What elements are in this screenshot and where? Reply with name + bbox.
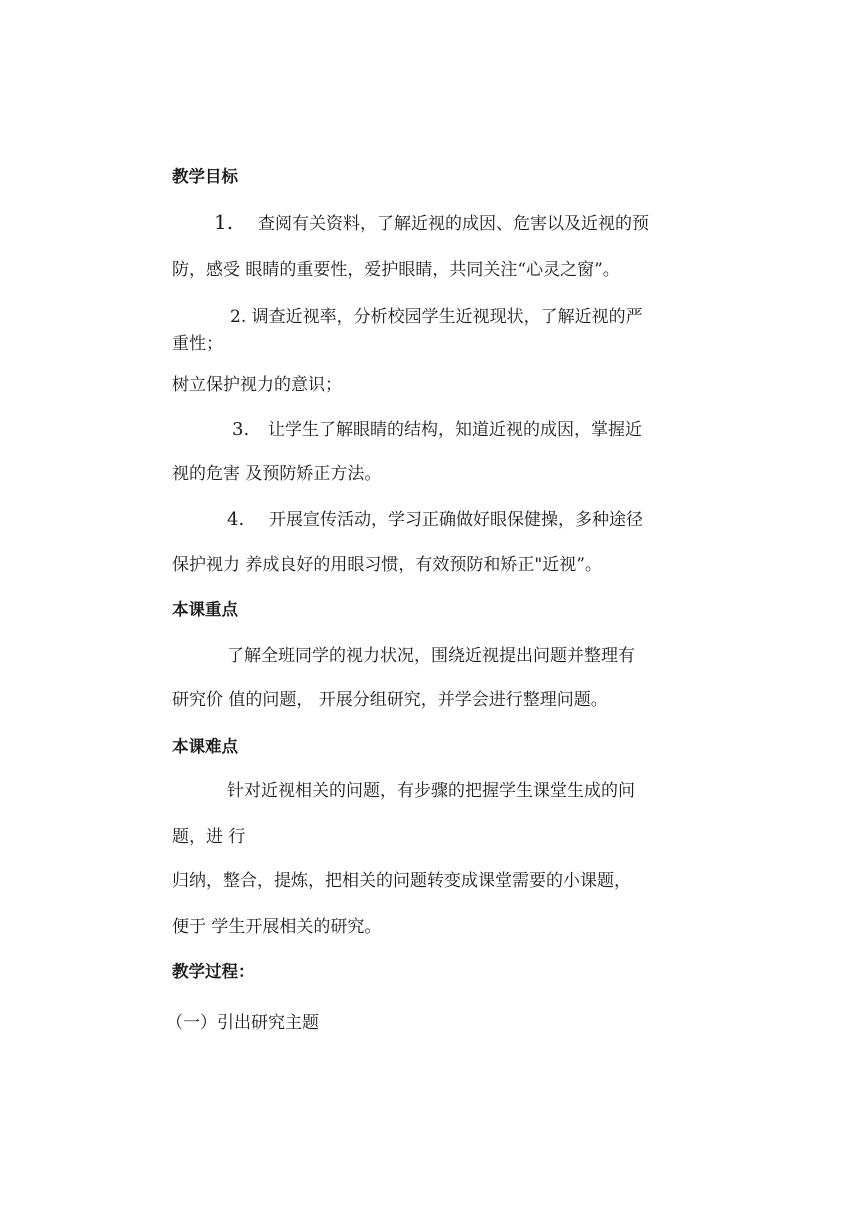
objective-1-line-1 [214,211,649,235]
objective-2-line-3: 树立保护视力的意识； [172,375,342,395]
objective-3-line-1 [232,419,642,441]
objective-3-line-2: 视的危害 及预防矫正方法。 [172,464,382,484]
process-heading: 教学过程： [172,962,255,981]
objective-4-line-1 [227,509,643,531]
objective-4-text: 开展宣传活动，学习正确做好眼保健操，多种途径 [269,510,643,530]
objective-1-text: 查阅有关资料，了解近视的成因、危害以及近视的预 [258,214,649,234]
objective-1-line-2: 防，感受 眼睛的重要性，爱护眼睛，共同关注“心灵之窗”。 [172,260,620,280]
difficulties-line-1: 针对近视相关的问题，有步骤的把握学生课堂生成的问 [227,781,635,801]
objective-2-line-1: 2. 调查近视率，分析校园学生近视现状，了解近视的严 [230,307,643,327]
objective-4-line-2: 保护视力 养成良好的用眼习惯，有效预防和矫正"近视”。 [172,555,602,575]
difficulties-line-4: 便于 学生开展相关的研究。 [172,917,382,937]
process-subheading-1: （一）引出研究主题 [166,1013,319,1033]
key-points-line-2: 研究价 值的问题， 开展分组研究，并学会进行整理问题。 [172,690,608,710]
key-points-heading: 本课重点 [172,600,238,619]
difficulties-line-2: 题，进 行 [172,827,246,847]
objective-3-text: 让学生了解眼睛的结构，知道近视的成因，掌握近 [268,420,642,440]
objective-1-number: 1. [214,210,234,234]
objective-2-line-2: 重性； [172,334,223,354]
difficulties-heading: 本课难点 [172,737,238,756]
objective-3-number: 3. [232,419,250,440]
difficulties-line-3: 归纳，整合，提炼，把相关的问题转变成课堂需要的小课题， [172,871,631,891]
key-points-line-1: 了解全班同学的视力状况，围绕近视提出问题并整理有 [227,646,635,666]
objectives-heading: 教学目标 [172,167,238,186]
objective-4-number: 4. [227,509,245,530]
